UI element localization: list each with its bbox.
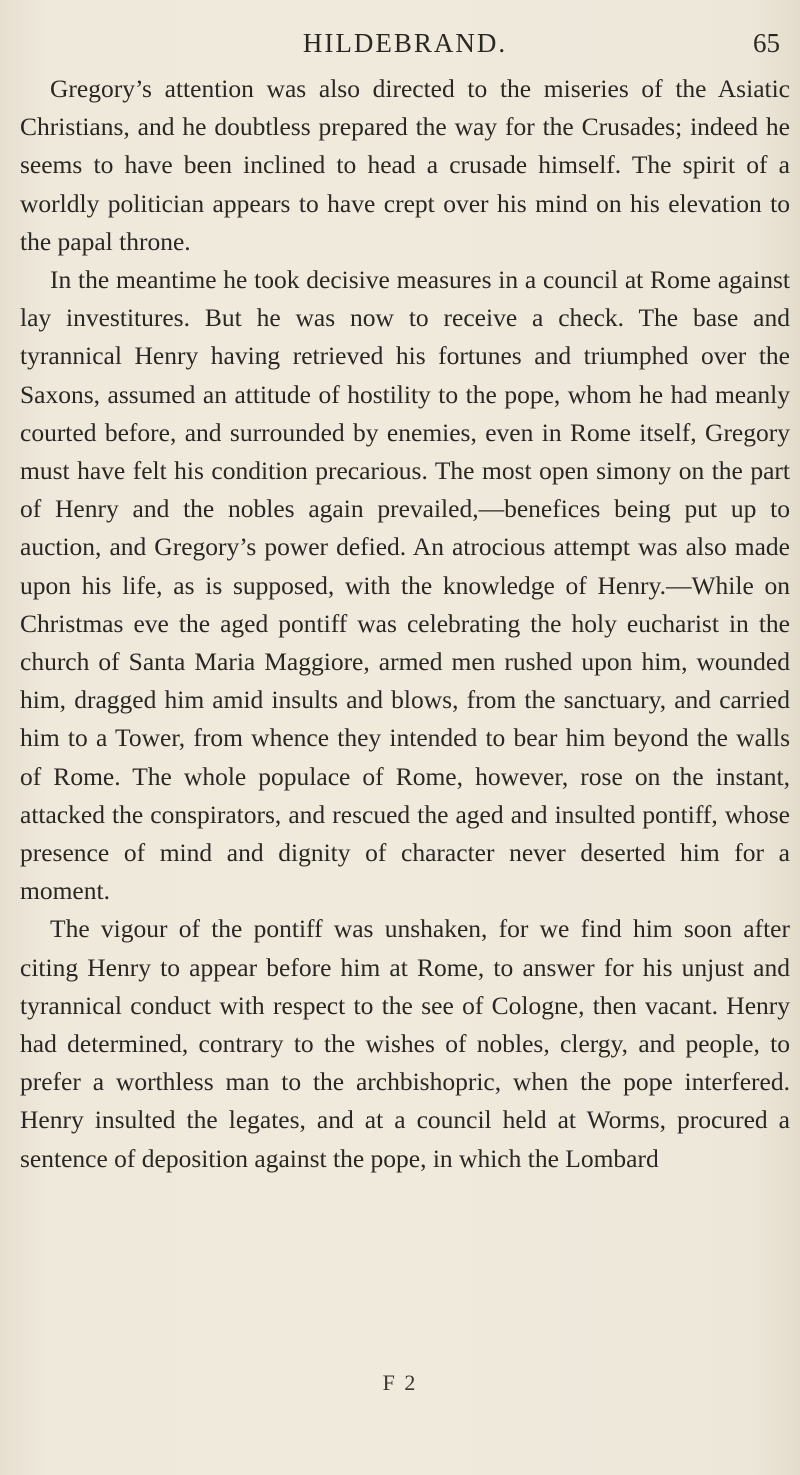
body-text [20,70,790,1178]
page-number: 65 [753,28,780,58]
paragraph: The vigour of the pontiff was unshaken, for we find him soon after citing Henry to appear before him at Rome, to answer for his unjust and tyrannical conduct with respect to the see of Cologne, then vacant. Henry had determined, contrary to the wishes of nobles, clergy, and people, to prefer a worthless man to the archbishopric, when the pope interfered. Henry insulted the legates, and at a council held at Worms, procured a sentence of deposition against the pope, in which the Lombard [20,914,790,1173]
running-title: HILDEBRAND. [302,28,508,58]
running-head [20,0,790,70]
paragraph: Gregory’s attention was also directed to the miseries of the Asiatic Christians, and he doubtless prepared the way for the Crusades; indeed he seems to have been inclined to head a crusade himself. The spirit of a worldly politician appears to have crept over his mind on his elevation to the papal throne. [20,74,790,256]
paragraph: In the meantime he took decisive measures in a council at Rome against lay investitures. But he was now to receive a check. The base and tyrannical Henry having retrieved his fortunes and triumphed over the Saxons, assumed an attitude of hostility to the pope, whom he had meanly courted before, and surrounded by enemies, even in Rome itself, Gregory must have felt his condition precarious. The most open simony on the part of Henry and the nobles again prevailed,—benefices being put up to auction, and Gregory’s power defied. An atrocious attempt was also made upon his life, as is supposed, with the knowledge of Henry.—While on Christmas eve the aged pontiff was celebrating the holy eucharist in the church of Santa Maria Maggiore, armed men rushed upon him, wounded him, dragged him amid insults and blows, from the sanctuary, and carried him to a Tower, from whence they intended to bear him beyond the walls of Rome. The whole populace of Rome, however, rose on the instant, attacked the conspirators, and rescued the aged and insulted pontiff, whose presence of mind and dignity of character never deserted him for a moment. [20,265,790,906]
signature-mark: F 2 [382,1370,418,1395]
